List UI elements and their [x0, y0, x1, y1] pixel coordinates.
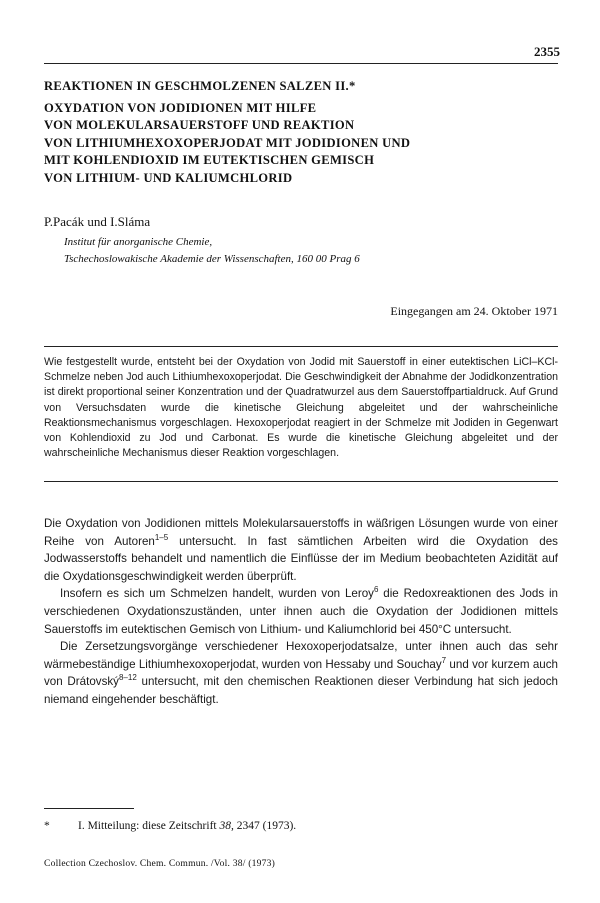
author-pacak: P.Pacák — [44, 214, 85, 229]
title-line: VON MOLEKULARSAUERSTOFF UND REAKTION — [44, 118, 355, 133]
title-line: VON LITHIUMHEXOXOPERJODAT MIT JODIDIONEN UND — [44, 135, 411, 150]
reference-marker: 1–5 — [154, 532, 169, 542]
text-run: Die Oxydation von Jodidionen mittels Molekularsauerstoffs in wäßrigen Lösungen wurde von einer Reihe von Autoren — [44, 517, 558, 548]
footnote-text: 2347 (1973). — [233, 820, 297, 832]
text-run: und vor kurzem auch von Drátovský — [44, 657, 558, 689]
footnote-rule — [44, 808, 134, 809]
journal-footer: Collection Czechoslov. Chem. Commun. /Vol. 38/ (1973) — [44, 858, 275, 869]
header-rule — [44, 63, 558, 64]
affiliation — [64, 234, 360, 268]
footnote — [44, 820, 296, 832]
footnote-text: I. Mitteilung: diese Zeitschrift — [78, 820, 220, 832]
received-date: Eingegangen am 24. Oktober 1971 — [390, 304, 558, 318]
title-line: MIT KOHLENDIOXID IM EUTEKTISCHEN GEMISCH — [44, 153, 375, 168]
body-paragraph — [44, 585, 558, 638]
series-title: REAKTIONEN IN GESCHMOLZENEN SALZEN II.* — [44, 79, 356, 93]
text-run: Die Zersetzungsvorgänge verschiedener Hexoxoperjodatsalze, unter ihnen auch das sehr wärmebeständige Lithiumhexoxoperjodat, wurden von Hessaby und Souchay — [44, 640, 558, 671]
text-run: untersucht. In fast sämtlichen Arbeiten wird die Oxydation des Jodwasserstoffs behandelt und namentlich die Einflüsse der im Medium beobachteten Azidität auf die Oxydationsgeschwindigkeit werden überprüft. — [44, 534, 558, 583]
affiliation-line: Tschechoslowakische Akademie der Wissenschaften, 160 00 Prag 6 — [64, 253, 360, 265]
article-title — [44, 78, 564, 188]
text-run: untersucht, mit den chemischen Reaktionen dieser Verbindung hat sich jedoch niemand eingehender beschäftigt. — [44, 675, 559, 706]
page-number: 2355 — [534, 44, 560, 59]
reference-marker: 6 — [373, 585, 379, 595]
authors — [44, 214, 150, 230]
body-paragraph — [44, 515, 558, 585]
body-paragraph — [44, 638, 558, 708]
abstract-box — [44, 346, 558, 482]
author-connector: und — [84, 214, 111, 229]
reference-marker: 7 — [441, 655, 447, 665]
reference-marker: 8–12 — [118, 673, 137, 683]
affiliation-line: Institut für anorganische Chemie, — [64, 236, 213, 248]
author-slama: I.Sláma — [110, 214, 151, 229]
abstract-text: Wie festgestellt wurde, entsteht bei der Oxydation von Jodid mit Sauerstoff in einer eutektischen LiCl–KCl-Schmelze neben Jod auch Lithiumhexoxoperjodat. Die Geschwindigkeit der Abnahme der Jodidkonzentration ist direkt proportional seiner Konzentration und der Quadratwurzel aus dem Sauerstoffpartialdruck. Auf Grund von Versuchsdaten wurde die kinetische Gleichung abgeleitet und der wahrscheinliche Reaktionsmechanismus vorgeschlagen. Hexoxoperjodat reagiert in der Schmelze mit Jodiden in Gegenwart von Kohlendioxid zu Jod und Carbonat. Es wurde die kinetische Gleichung abgeleitet und der wahrscheinliche Mechanismus dieser Reaktion vorgeschlagen. — [44, 356, 558, 460]
footnote-volume: 38, — [219, 820, 234, 832]
footnote-mark: * — [44, 820, 50, 832]
title-line: OXYDATION VON JODIDIONEN MIT HILFE — [44, 100, 317, 115]
body-text — [44, 515, 558, 709]
title-line: VON LITHIUM- UND KALIUMCHLORID — [44, 170, 293, 185]
text-run: die Redoxreaktionen des Jods in verschiedenen Oxydationszuständen, unter ihnen auch die Oxydation der Jodidionen mittels Sauerstoffs im eutektischen Gemisch von Lithium- und Kaliumchlorid bei 450°C untersucht. — [44, 587, 558, 636]
text-run: Insofern es sich um Schmelzen handelt, wurden von Leroy — [60, 587, 374, 601]
